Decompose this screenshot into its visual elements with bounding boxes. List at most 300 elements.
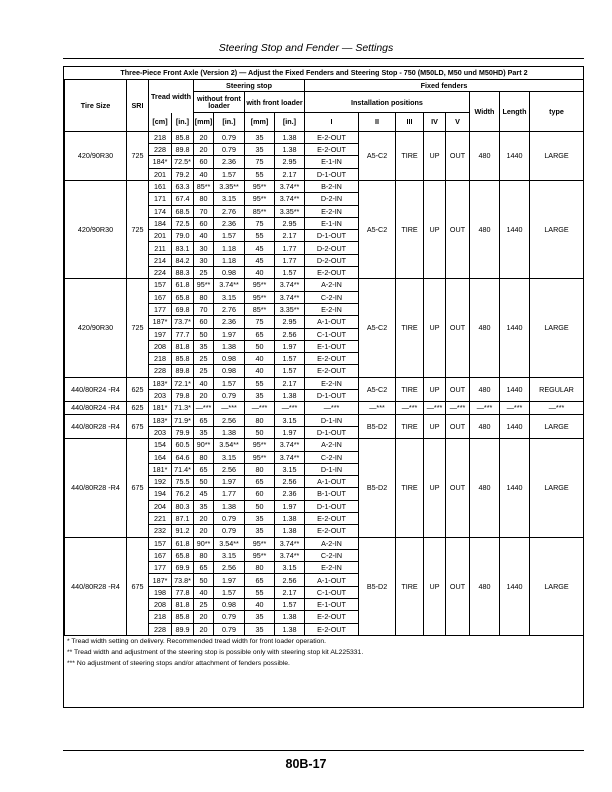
stop-with-in-cell: 2.56 xyxy=(275,574,305,586)
stop-with-in-cell: 2.36 xyxy=(275,488,305,500)
table-row xyxy=(65,537,584,549)
stop-without-mm-cell: 50 xyxy=(194,476,214,488)
stop-without-in-cell: 2.36 xyxy=(214,316,245,328)
tread-in-cell: 72.5* xyxy=(172,156,194,168)
position-ii-cell: A5-C2 xyxy=(359,279,396,377)
stop-without-in-cell: 3.15 xyxy=(214,193,245,205)
stop-with-mm-cell: 75 xyxy=(245,156,275,168)
type-cell: LARGE xyxy=(530,131,584,180)
position-i-cell: E-2-IN xyxy=(305,303,359,315)
tread-cm-cell: 221 xyxy=(149,513,172,525)
tread-cm-cell: 164 xyxy=(149,451,172,463)
col-pos-ii: II xyxy=(359,113,396,132)
position-iii-cell: TIRE xyxy=(396,131,424,180)
stop-with-in-cell: 1.97 xyxy=(275,500,305,512)
tread-cm-cell: 183* xyxy=(149,414,172,426)
tread-cm-cell: 177 xyxy=(149,303,172,315)
position-i-cell: D-1-OUT xyxy=(305,230,359,242)
col-pos-iv: IV xyxy=(424,113,446,132)
tread-in-cell: 65.8 xyxy=(172,549,194,561)
tread-cm-cell: 228 xyxy=(149,365,172,377)
type-cell: —*** xyxy=(530,402,584,414)
stop-with-mm-cell: 40 xyxy=(245,267,275,279)
stop-without-in-cell: 1.38 xyxy=(214,426,245,438)
sri-cell: 625 xyxy=(127,377,149,402)
page-number: 80B-17 xyxy=(285,757,327,771)
position-i-cell: E-2-OUT xyxy=(305,131,359,143)
stop-without-in-cell: 1.57 xyxy=(214,230,245,242)
tread-cm-cell: 192 xyxy=(149,476,172,488)
tire-size-cell: 420/90R30 xyxy=(65,180,127,278)
position-i-cell: C-2-IN xyxy=(305,549,359,561)
tread-in-cell: 73.8* xyxy=(172,574,194,586)
stop-without-in-cell: 2.76 xyxy=(214,303,245,315)
tread-in-cell: 77.7 xyxy=(172,328,194,340)
stop-with-mm-cell: 40 xyxy=(245,353,275,365)
position-i-cell: D-1-IN xyxy=(305,414,359,426)
tread-in-cell: 84.2 xyxy=(172,254,194,266)
stop-with-in-cell: 1.38 xyxy=(275,611,305,623)
tread-in-cell: 80.3 xyxy=(172,500,194,512)
tread-cm-cell: 228 xyxy=(149,623,172,635)
width-cell: 480 xyxy=(470,537,500,635)
stop-without-in-cell: 2.36 xyxy=(214,217,245,229)
stop-without-in-cell: 1.97 xyxy=(214,328,245,340)
stop-without-mm-cell: 80 xyxy=(194,451,214,463)
position-iii-cell: TIRE xyxy=(396,377,424,402)
stop-with-mm-cell: 50 xyxy=(245,426,275,438)
stop-without-in-cell: 1.18 xyxy=(214,254,245,266)
footnote: ** Tread width and adjustment of the steering stop is possible only with steering stop kit AL225331. xyxy=(67,648,364,656)
stop-with-in-cell: 2.17 xyxy=(275,586,305,598)
col-sri: SRI xyxy=(127,80,149,132)
position-v-cell: —*** xyxy=(446,402,470,414)
stop-without-mm-cell: 65 xyxy=(194,414,214,426)
stop-with-in-cell: 1.57 xyxy=(275,599,305,611)
table-row xyxy=(65,180,584,192)
tire-size-cell: 440/80R28 -R4 xyxy=(65,439,127,537)
footnote: * Tread width setting on delivery. Recommended tread width for front loader operation. xyxy=(67,638,327,645)
tread-cm-cell: 154 xyxy=(149,439,172,451)
type-cell: LARGE xyxy=(530,279,584,377)
type-cell: REGULAR xyxy=(530,377,584,402)
stop-without-mm-cell: 20 xyxy=(194,144,214,156)
tire-size-cell: 440/80R24 -R4 xyxy=(65,402,127,414)
position-i-cell: A-1-OUT xyxy=(305,574,359,586)
width-cell: 480 xyxy=(470,439,500,537)
position-i-cell: E-2-IN xyxy=(305,377,359,389)
stop-without-in-cell: 2.56 xyxy=(214,463,245,475)
col-tire-size: Tire Size xyxy=(65,80,127,132)
position-iv-cell: —*** xyxy=(424,402,446,414)
stop-with-mm-cell: 50 xyxy=(245,500,275,512)
col-fixed-fenders: Fixed fenders xyxy=(305,80,584,92)
tread-in-cell: 81.8 xyxy=(172,599,194,611)
stop-without-mm-cell: 60 xyxy=(194,156,214,168)
position-i-cell: D-2-IN xyxy=(305,193,359,205)
stop-with-mm-cell: 95** xyxy=(245,549,275,561)
position-i-cell: D-1-OUT xyxy=(305,500,359,512)
tread-in-cell: 71.4* xyxy=(172,463,194,475)
tread-in-cell: 89.8 xyxy=(172,144,194,156)
position-i-cell: E-1-OUT xyxy=(305,599,359,611)
stop-with-mm-cell: 55 xyxy=(245,168,275,180)
stop-with-mm-cell: 50 xyxy=(245,340,275,352)
sri-cell: 675 xyxy=(127,414,149,439)
stop-without-mm-cell: 90** xyxy=(194,537,214,549)
stop-with-mm-cell: 65 xyxy=(245,476,275,488)
position-i-cell: A-1-OUT xyxy=(305,476,359,488)
stop-with-mm-cell: 95** xyxy=(245,451,275,463)
length-cell: 1440 xyxy=(500,439,530,537)
unit-in: [in.] xyxy=(214,113,245,132)
tread-in-cell: 72.1* xyxy=(172,377,194,389)
stop-with-in-cell: 3.74** xyxy=(275,279,305,291)
tread-cm-cell: 211 xyxy=(149,242,172,254)
unit-cm: [cm] xyxy=(149,113,172,132)
position-i-cell: D-1-OUT xyxy=(305,168,359,180)
stop-without-mm-cell: 50 xyxy=(194,328,214,340)
table-row xyxy=(65,402,584,414)
position-iv-cell: UP xyxy=(424,414,446,439)
stop-without-mm-cell: 20 xyxy=(194,390,214,402)
table-row xyxy=(65,131,584,143)
stop-with-mm-cell: 40 xyxy=(245,599,275,611)
tread-in-cell: 67.4 xyxy=(172,193,194,205)
tread-in-cell: 68.5 xyxy=(172,205,194,217)
stop-with-mm-cell: 35 xyxy=(245,131,275,143)
stop-without-mm-cell: 25 xyxy=(194,365,214,377)
position-i-cell: A-2-IN xyxy=(305,537,359,549)
stop-with-in-cell: 3.15 xyxy=(275,414,305,426)
stop-without-in-cell: 3.15 xyxy=(214,451,245,463)
footnote: *** No adjustment of steering stops and/or attachment of fenders possible. xyxy=(67,659,290,667)
stop-without-in-cell: 3.15 xyxy=(214,549,245,561)
position-iv-cell: UP xyxy=(424,180,446,278)
stop-with-in-cell: 1.38 xyxy=(275,144,305,156)
position-i-cell: D-2-OUT xyxy=(305,242,359,254)
tread-cm-cell: 181* xyxy=(149,402,172,414)
stop-with-in-cell: 2.95 xyxy=(275,316,305,328)
tread-in-cell: 87.1 xyxy=(172,513,194,525)
stop-with-in-cell: 2.17 xyxy=(275,230,305,242)
stop-without-in-cell: 1.38 xyxy=(214,500,245,512)
sri-cell: 725 xyxy=(127,279,149,377)
stop-without-mm-cell: 95** xyxy=(194,279,214,291)
position-i-cell: E-2-IN xyxy=(305,205,359,217)
length-cell: —*** xyxy=(500,402,530,414)
stop-with-mm-cell: 55 xyxy=(245,230,275,242)
stop-with-mm-cell: 95** xyxy=(245,193,275,205)
stop-without-in-cell: 3.15 xyxy=(214,291,245,303)
tread-in-cell: 77.8 xyxy=(172,586,194,598)
stop-without-mm-cell: 25 xyxy=(194,353,214,365)
position-v-cell: OUT xyxy=(446,377,470,402)
position-i-cell: E-1-IN xyxy=(305,156,359,168)
table-row xyxy=(65,414,584,426)
position-iii-cell: TIRE xyxy=(396,439,424,537)
footnotes xyxy=(67,637,577,669)
stop-with-in-cell: 2.17 xyxy=(275,168,305,180)
tread-cm-cell: 224 xyxy=(149,267,172,279)
length-cell: 1440 xyxy=(500,537,530,635)
tread-cm-cell: 161 xyxy=(149,180,172,192)
tire-size-cell: 440/80R28 -R4 xyxy=(65,537,127,635)
table-row xyxy=(65,279,584,291)
position-i-cell: A-1-OUT xyxy=(305,316,359,328)
position-i-cell: E-2-OUT xyxy=(305,513,359,525)
tread-cm-cell: 194 xyxy=(149,488,172,500)
tread-cm-cell: 184* xyxy=(149,156,172,168)
tread-in-cell: 81.8 xyxy=(172,340,194,352)
stop-without-in-cell: 0.79 xyxy=(214,513,245,525)
stop-without-mm-cell: 35 xyxy=(194,426,214,438)
tread-cm-cell: 208 xyxy=(149,340,172,352)
stop-without-in-cell: 1.57 xyxy=(214,586,245,598)
stop-with-mm-cell: 75 xyxy=(245,316,275,328)
stop-with-in-cell: 1.77 xyxy=(275,242,305,254)
stop-without-mm-cell: 65 xyxy=(194,463,214,475)
unit-in: [in.] xyxy=(172,113,194,132)
stop-without-in-cell: 1.18 xyxy=(214,242,245,254)
stop-with-in-cell: 1.38 xyxy=(275,131,305,143)
stop-with-mm-cell: 95** xyxy=(245,180,275,192)
stop-without-mm-cell: 20 xyxy=(194,611,214,623)
stop-with-mm-cell: 35 xyxy=(245,390,275,402)
stop-without-mm-cell: 25 xyxy=(194,267,214,279)
tire-size-cell: 420/90R30 xyxy=(65,279,127,377)
tread-cm-cell: 177 xyxy=(149,562,172,574)
stop-without-mm-cell: 30 xyxy=(194,242,214,254)
stop-with-mm-cell: 75 xyxy=(245,217,275,229)
stop-with-in-cell: 1.57 xyxy=(275,353,305,365)
tread-in-cell: 69.9 xyxy=(172,562,194,574)
position-v-cell: OUT xyxy=(446,180,470,278)
stop-with-mm-cell: 35 xyxy=(245,525,275,537)
stop-with-in-cell: 3.74** xyxy=(275,537,305,549)
tread-cm-cell: 174 xyxy=(149,205,172,217)
table-row xyxy=(65,439,584,451)
tread-in-cell: 71.9* xyxy=(172,414,194,426)
width-cell: —*** xyxy=(470,402,500,414)
position-ii-cell: B5-D2 xyxy=(359,537,396,635)
width-cell: 480 xyxy=(470,414,500,439)
position-i-cell: E-2-OUT xyxy=(305,611,359,623)
stop-with-mm-cell: —*** xyxy=(245,402,275,414)
tread-cm-cell: 218 xyxy=(149,353,172,365)
table-frame xyxy=(63,66,584,708)
tread-in-cell: 79.2 xyxy=(172,168,194,180)
width-cell: 480 xyxy=(470,279,500,377)
stop-without-mm-cell: 30 xyxy=(194,254,214,266)
position-i-cell: E-2-OUT xyxy=(305,144,359,156)
tread-in-cell: 79.9 xyxy=(172,426,194,438)
col-steering-stop: Steering stop xyxy=(194,80,305,92)
stop-with-in-cell: 1.97 xyxy=(275,340,305,352)
tread-in-cell: 85.8 xyxy=(172,353,194,365)
stop-with-mm-cell: 80 xyxy=(245,562,275,574)
position-iii-cell: TIRE xyxy=(396,279,424,377)
stop-without-in-cell: 3.54** xyxy=(214,537,245,549)
length-cell: 1440 xyxy=(500,131,530,180)
position-i-cell: D-2-OUT xyxy=(305,254,359,266)
tread-in-cell: 61.8 xyxy=(172,537,194,549)
position-iv-cell: UP xyxy=(424,537,446,635)
position-ii-cell: A5-C2 xyxy=(359,180,396,278)
stop-without-mm-cell: 45 xyxy=(194,488,214,500)
position-iv-cell: UP xyxy=(424,279,446,377)
tread-cm-cell: 184 xyxy=(149,217,172,229)
stop-with-in-cell: 3.15 xyxy=(275,463,305,475)
stop-without-in-cell: 1.38 xyxy=(214,340,245,352)
stop-without-mm-cell: 60 xyxy=(194,217,214,229)
tread-cm-cell: 167 xyxy=(149,291,172,303)
type-cell: LARGE xyxy=(530,537,584,635)
tread-in-cell: 69.8 xyxy=(172,303,194,315)
tread-in-cell: 73.7* xyxy=(172,316,194,328)
sri-cell: 725 xyxy=(127,131,149,180)
position-i-cell: E-2-OUT xyxy=(305,623,359,635)
stop-without-in-cell: 1.57 xyxy=(214,377,245,389)
stop-without-in-cell: 0.98 xyxy=(214,353,245,365)
position-i-cell: E-1-OUT xyxy=(305,340,359,352)
stop-without-in-cell: 0.98 xyxy=(214,599,245,611)
stop-with-in-cell: 2.95 xyxy=(275,156,305,168)
stop-without-in-cell: 1.97 xyxy=(214,476,245,488)
tread-in-cell: 71.3* xyxy=(172,402,194,414)
stop-without-mm-cell: 35 xyxy=(194,500,214,512)
tread-cm-cell: 214 xyxy=(149,254,172,266)
stop-without-mm-cell: 90** xyxy=(194,439,214,451)
stop-with-in-cell: 3.15 xyxy=(275,562,305,574)
position-v-cell: OUT xyxy=(446,131,470,180)
tread-cm-cell: 167 xyxy=(149,549,172,561)
tread-cm-cell: 203 xyxy=(149,390,172,402)
stop-without-mm-cell: 25 xyxy=(194,599,214,611)
stop-with-mm-cell: 45 xyxy=(245,242,275,254)
stop-with-in-cell: 1.38 xyxy=(275,525,305,537)
stop-without-in-cell: 3.74** xyxy=(214,279,245,291)
tread-cm-cell: 187* xyxy=(149,316,172,328)
position-ii-cell: —*** xyxy=(359,402,396,414)
col-type: type xyxy=(530,92,584,132)
stop-with-in-cell: 2.56 xyxy=(275,476,305,488)
col-pos-v: V xyxy=(446,113,470,132)
stop-without-mm-cell: 20 xyxy=(194,623,214,635)
tread-in-cell: 79.0 xyxy=(172,230,194,242)
settings-table xyxy=(64,67,584,636)
col-pos-i: I xyxy=(305,113,359,132)
stop-with-mm-cell: 45 xyxy=(245,254,275,266)
stop-with-mm-cell: 65 xyxy=(245,328,275,340)
tread-cm-cell: 181* xyxy=(149,463,172,475)
col-without-loader: without front loader xyxy=(194,92,245,113)
position-i-cell: E-2-OUT xyxy=(305,525,359,537)
tire-size-cell: 440/80R24 -R4 xyxy=(65,377,127,402)
stop-with-mm-cell: 95** xyxy=(245,291,275,303)
tread-in-cell: 89.9 xyxy=(172,623,194,635)
col-tread-width: Tread width xyxy=(149,80,194,113)
position-i-cell: D-1-OUT xyxy=(305,390,359,402)
stop-with-in-cell: 3.35** xyxy=(275,303,305,315)
stop-without-in-cell: 0.79 xyxy=(214,611,245,623)
stop-without-mm-cell: 50 xyxy=(194,574,214,586)
tread-in-cell: 88.3 xyxy=(172,267,194,279)
stop-without-mm-cell: 60 xyxy=(194,316,214,328)
stop-without-in-cell: 2.36 xyxy=(214,156,245,168)
stop-with-in-cell: 3.74** xyxy=(275,291,305,303)
tread-cm-cell: 171 xyxy=(149,193,172,205)
table-body xyxy=(65,131,584,635)
position-i-cell: D-1-OUT xyxy=(305,426,359,438)
position-ii-cell: A5-C2 xyxy=(359,377,396,402)
stop-with-mm-cell: 80 xyxy=(245,414,275,426)
sri-cell: 675 xyxy=(127,439,149,537)
width-cell: 480 xyxy=(470,131,500,180)
header-divider xyxy=(63,58,584,59)
col-length: Length xyxy=(500,92,530,132)
stop-without-mm-cell: 80 xyxy=(194,291,214,303)
stop-without-mm-cell: 40 xyxy=(194,586,214,598)
stop-without-mm-cell: 40 xyxy=(194,230,214,242)
stop-with-in-cell: 3.35** xyxy=(275,205,305,217)
page-header-title: Steering Stop and Fender — Settings xyxy=(218,42,394,54)
stop-with-in-cell: 2.17 xyxy=(275,377,305,389)
sri-cell: 625 xyxy=(127,402,149,414)
length-cell: 1440 xyxy=(500,180,530,278)
unit-mm: [mm] xyxy=(245,113,275,132)
position-i-cell: E-1-IN xyxy=(305,217,359,229)
tread-cm-cell: 157 xyxy=(149,279,172,291)
stop-without-mm-cell: 40 xyxy=(194,168,214,180)
position-i-cell: A-2-IN xyxy=(305,439,359,451)
tread-cm-cell: 201 xyxy=(149,168,172,180)
stop-with-mm-cell: 35 xyxy=(245,513,275,525)
stop-with-mm-cell: 35 xyxy=(245,611,275,623)
tread-in-cell: 64.6 xyxy=(172,451,194,463)
stop-without-in-cell: 2.56 xyxy=(214,562,245,574)
position-i-cell: E-2-OUT xyxy=(305,365,359,377)
footer-divider xyxy=(63,750,584,751)
stop-without-in-cell: 0.79 xyxy=(214,525,245,537)
position-iii-cell: TIRE xyxy=(396,180,424,278)
tread-cm-cell: 201 xyxy=(149,230,172,242)
position-ii-cell: A5-C2 xyxy=(359,131,396,180)
tread-in-cell: 61.8 xyxy=(172,279,194,291)
tread-cm-cell: 203 xyxy=(149,426,172,438)
stop-with-mm-cell: 95** xyxy=(245,537,275,549)
position-i-cell: E-2-IN xyxy=(305,562,359,574)
position-i-cell: E-2-OUT xyxy=(305,353,359,365)
stop-without-mm-cell: 65 xyxy=(194,562,214,574)
position-ii-cell: B5-D2 xyxy=(359,439,396,537)
stop-with-in-cell: 3.74** xyxy=(275,180,305,192)
unit-in: [in.] xyxy=(275,113,305,132)
unit-mm: [mm] xyxy=(194,113,214,132)
stop-without-in-cell: —*** xyxy=(214,402,245,414)
position-i-cell: D-1-IN xyxy=(305,463,359,475)
stop-with-mm-cell: 95** xyxy=(245,279,275,291)
table-row xyxy=(65,377,584,389)
tread-cm-cell: 232 xyxy=(149,525,172,537)
position-i-cell: B-1-OUT xyxy=(305,488,359,500)
stop-without-in-cell: 1.97 xyxy=(214,574,245,586)
position-iv-cell: UP xyxy=(424,377,446,402)
tread-cm-cell: 187* xyxy=(149,574,172,586)
stop-without-in-cell: 0.79 xyxy=(214,144,245,156)
stop-without-in-cell: 2.56 xyxy=(214,414,245,426)
position-i-cell: —*** xyxy=(305,402,359,414)
